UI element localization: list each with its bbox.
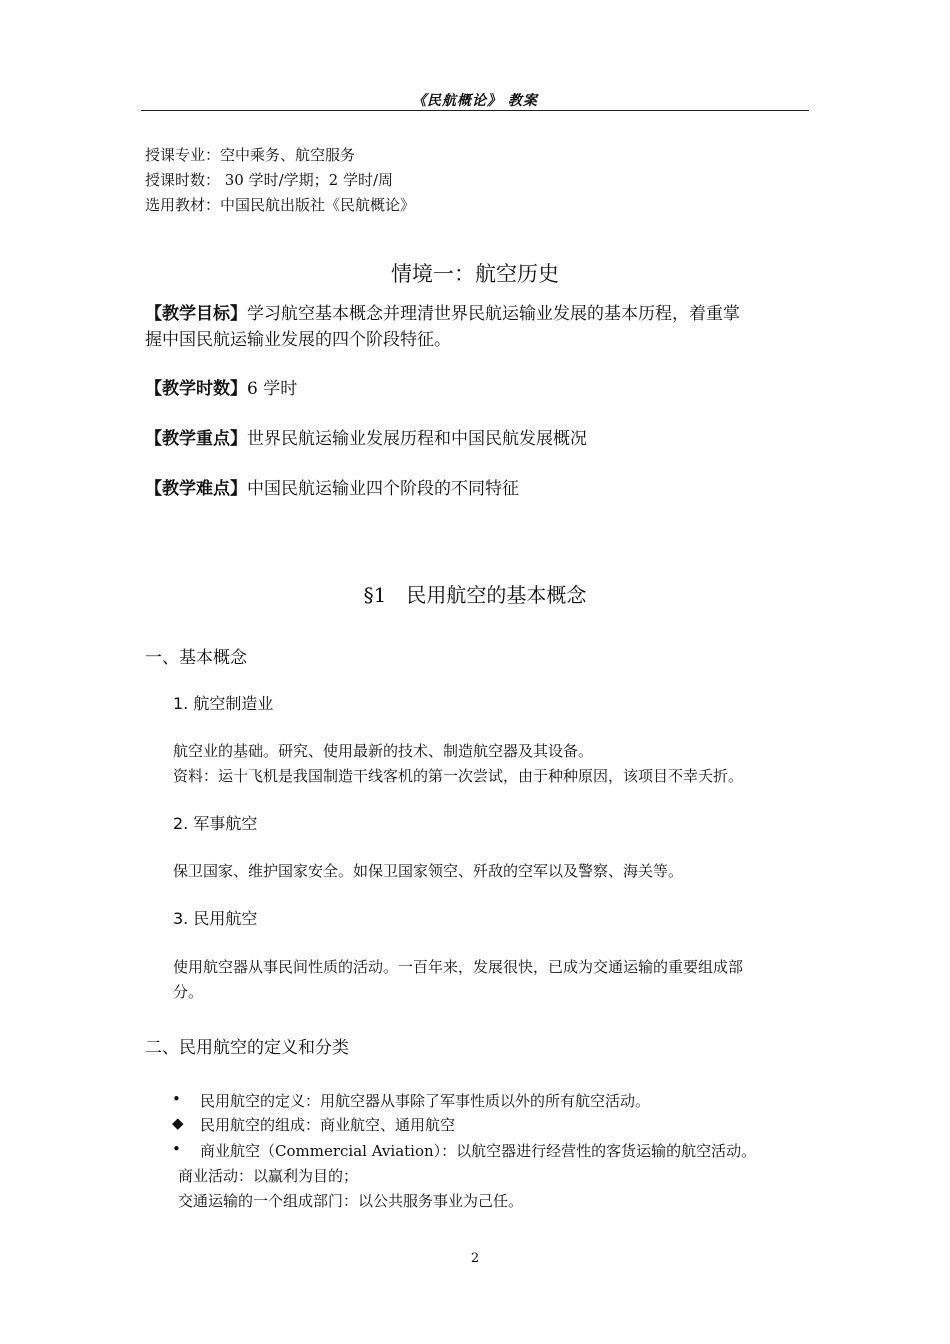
sub-line: 商业活动：以赢利为目的； xyxy=(178,1167,359,1185)
part2-heading: 二、民用航空的定义和分类 xyxy=(145,1038,349,1058)
item-heading: 1. 航空制造业 xyxy=(173,694,274,713)
part1-heading: 一、基本概念 xyxy=(145,648,247,668)
teaching-hours-text: 6 学时 xyxy=(247,379,298,399)
page-number: 2 xyxy=(470,1251,480,1266)
teaching-focus-label: 【教学重点】 xyxy=(145,429,247,449)
teaching-hours-label: 【教学时数】 xyxy=(145,379,247,399)
teaching-goal-text-line2: 握中国民航运输业发展的四个阶段特征。 xyxy=(145,330,451,350)
header-divider xyxy=(141,110,809,111)
item-heading: 2. 军事航空 xyxy=(173,814,258,833)
teaching-focus xyxy=(145,426,587,452)
item-paragraph: 分。 xyxy=(173,983,204,1001)
document-header-title: 《民航概论》 教案 xyxy=(412,93,538,109)
teaching-goal-label: 【教学目标】 xyxy=(145,304,247,324)
teaching-goal xyxy=(145,301,740,327)
course-textbook: 选用教材：中国民航出版社《民航概论》 xyxy=(145,196,416,214)
teaching-hours xyxy=(145,376,297,402)
bullet-text: 民用航空的定义：用航空器从事除了军事性质以外的所有航空活动。 xyxy=(200,1092,651,1110)
scenario-title: 情境一：航空历史 xyxy=(391,262,559,286)
teaching-focus-text: 世界民航运输业发展历程和中国民航发展概况 xyxy=(247,429,587,449)
bullet-diamond-icon: ◆ xyxy=(172,1114,184,1132)
item-paragraph: 资料：运十飞机是我国制造干线客机的第一次尝试，由于种种原因，该项目不幸夭折。 xyxy=(173,767,744,785)
bullet-text: 商业航空（Commercial Aviation）：以航空器进行经营性的客货运输的航空活动。 xyxy=(200,1142,757,1160)
teaching-goal-text-line1: 学习航空基本概念并理清世界民航运输业发展的基本历程，着重掌 xyxy=(247,304,740,324)
item-heading: 3. 民用航空 xyxy=(173,909,258,928)
section-title: §1 民用航空的基本概念 xyxy=(363,583,587,607)
teaching-difficulty xyxy=(145,476,519,502)
sub-line: 交通运输的一个组成部门：以公共服务事业为己任。 xyxy=(178,1192,524,1210)
item-paragraph: 航空业的基础。研究、使用最新的技术、制造航空器及其设备。 xyxy=(173,742,594,760)
item-paragraph: 保卫国家、维护国家安全。如保卫国家领空、歼敌的空军以及警察、海关等。 xyxy=(173,862,684,880)
bullet-dot-icon: • xyxy=(172,1090,181,1108)
bullet-text: 民用航空的组成：商业航空、通用航空 xyxy=(200,1116,456,1134)
course-hours: 授课时数： 30 学时/学期；2 学时/周 xyxy=(145,171,394,189)
teaching-difficulty-label: 【教学难点】 xyxy=(145,479,247,499)
item-paragraph: 使用航空器从事民间性质的活动。一百年来，发展很快，已成为交通运输的重要组成部 xyxy=(173,958,744,976)
bullet-dot-icon: • xyxy=(172,1140,181,1158)
teaching-difficulty-text: 中国民航运输业四个阶段的不同特征 xyxy=(247,479,519,499)
course-major: 授课专业：空中乘务、航空服务 xyxy=(145,146,356,164)
